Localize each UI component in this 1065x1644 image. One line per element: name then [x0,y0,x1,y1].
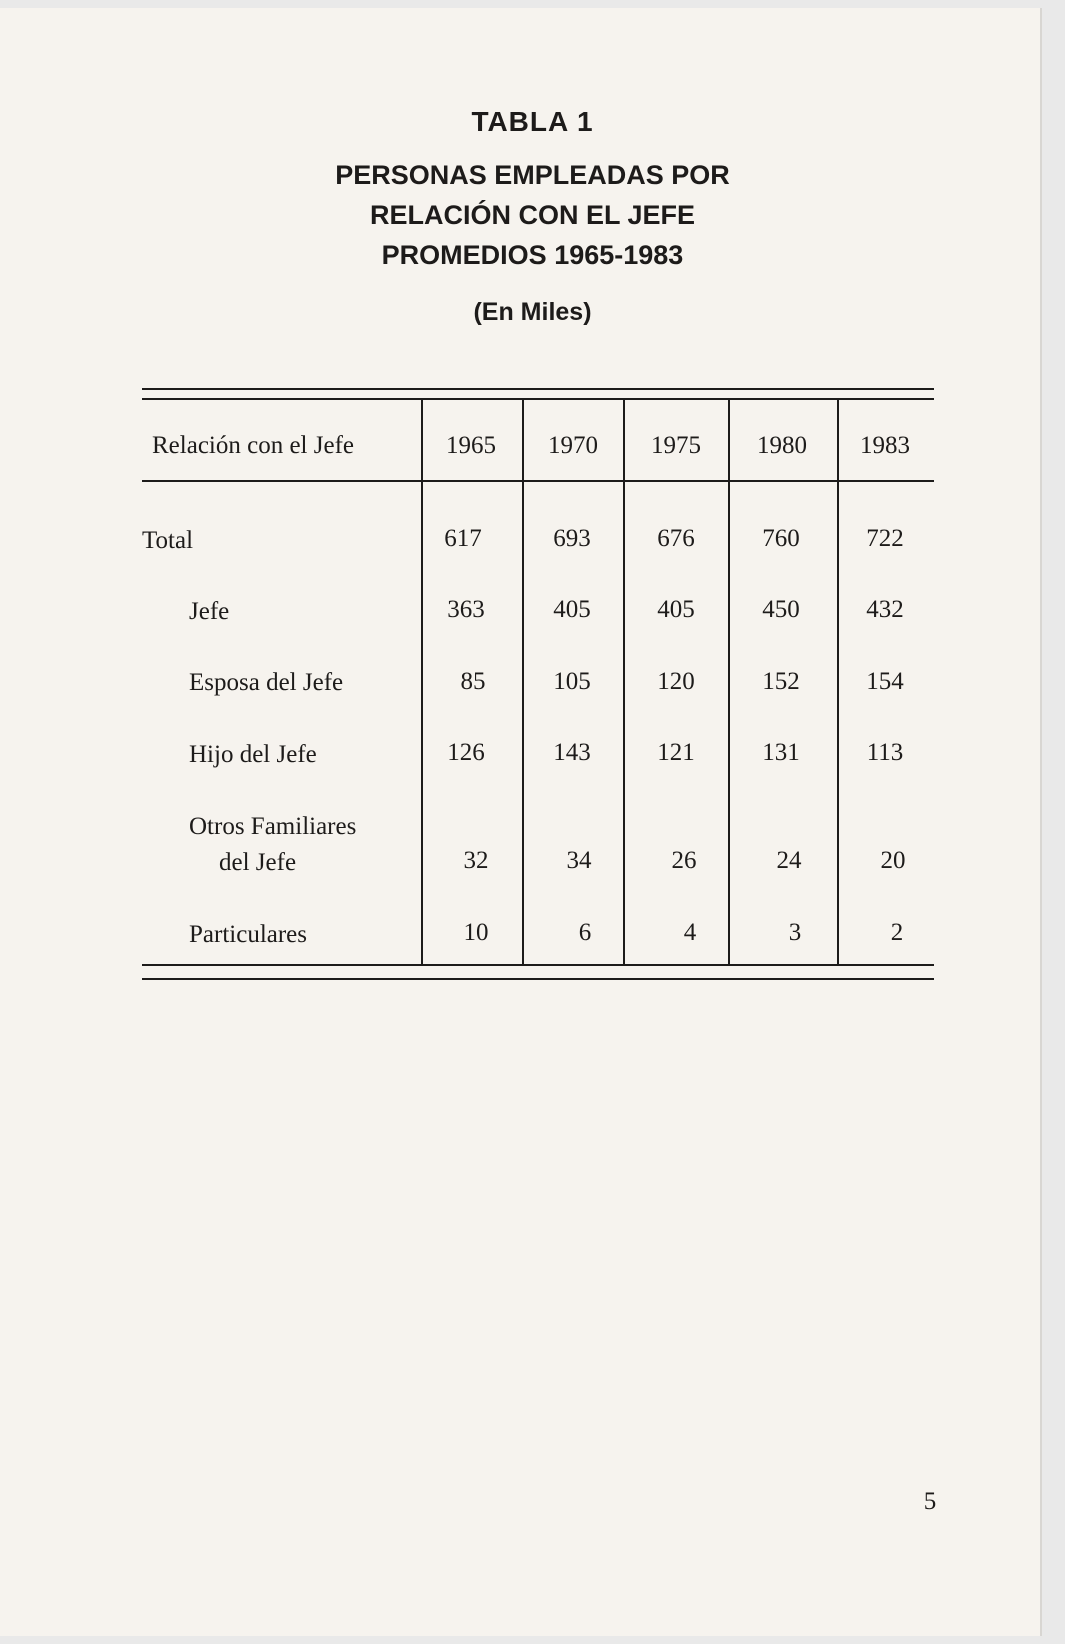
bottom-rule-inner [142,964,934,966]
table-cell: 24 [776,847,802,874]
column-divider [623,400,625,966]
row-label: Esposa del Jefe [189,669,344,696]
row-label: Hijo del Jefe [189,741,317,768]
top-rule-outer [142,388,934,390]
table-cell: 4 [683,919,697,946]
table-cell: 432 [866,596,904,623]
table-cell: 3 [788,919,802,946]
table-cell: 20 [880,847,906,874]
table-cell: 34 [566,847,592,874]
row-label-continued: del Jefe [219,849,297,876]
table-cell: 143 [553,739,591,766]
table-cell: 693 [553,525,591,552]
table-cell: 105 [553,668,591,695]
table-cell: 121 [657,739,695,766]
table-cell: 617 [444,525,482,552]
row-label: Jefe [189,598,230,625]
table-cell: 32 [463,847,489,874]
row-label: Otros Familiares [189,813,357,840]
column-header: 1980 [757,432,807,459]
page-number: 5 [923,1488,937,1515]
table-cell: 6 [578,919,592,946]
table-cell: 405 [657,596,695,623]
table-cell: 363 [447,596,485,623]
table-cell: 450 [762,596,800,623]
table-cell: 26 [671,847,697,874]
table-cell: 2 [890,919,904,946]
table-cell: 10 [463,919,489,946]
table-cell: 113 [866,739,904,766]
column-header: 1975 [651,432,701,459]
units-note: (En Miles) [473,298,592,326]
header-rule [142,480,934,482]
table-number: TABLA 1 [471,106,594,137]
table-cell: 85 [460,668,486,695]
title-line-1: PERSONAS EMPLEADAS POR [335,160,730,190]
table-cell: 760 [762,525,800,552]
table-cell: 676 [657,525,695,552]
column-header: 1983 [860,432,910,459]
title-line-3: PROMEDIOS 1965-1983 [381,240,684,270]
column-divider [728,400,730,966]
table-cell: 120 [657,668,695,695]
table-cell: 154 [866,668,904,695]
table-cell: 152 [762,668,800,695]
row-label: Particulares [189,921,308,948]
table-cell: 722 [866,525,904,552]
row-label: Total [142,527,194,554]
table-cell: 131 [762,739,800,766]
column-header: 1965 [446,432,496,459]
table-cell: 405 [553,596,591,623]
table-cell: 126 [447,739,485,766]
top-rule-inner [142,398,934,400]
row-header-label: Relación con el Jefe [152,432,354,459]
title-line-2: RELACIÓN CON EL JEFE [369,200,696,230]
column-header: 1970 [548,432,598,459]
bottom-rule-outer [142,978,934,980]
